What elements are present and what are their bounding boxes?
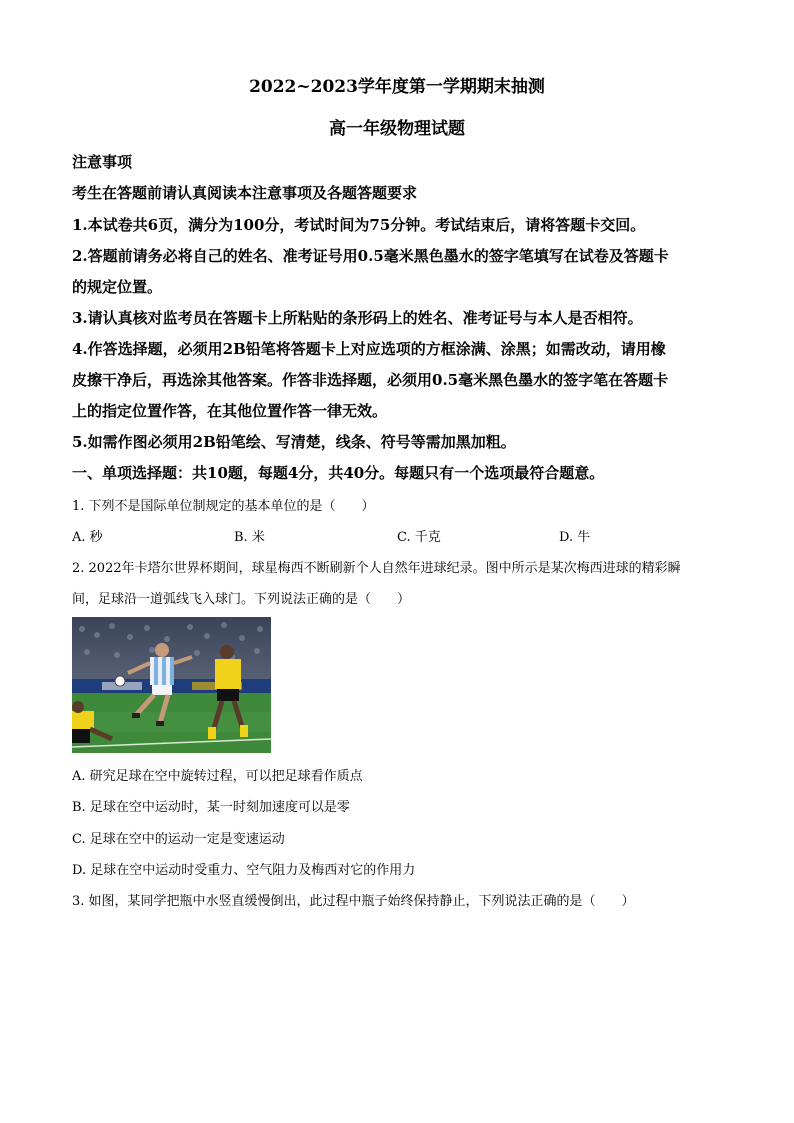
option-a: A. 秒 bbox=[72, 530, 103, 545]
question-2-option-d: D. 足球在空中运动时受重力、空气阻力及梅西对它的作用力 bbox=[72, 863, 416, 878]
exam-title: 2022~2023学年度第一学期期末抽测 bbox=[249, 77, 545, 97]
question-1-stem: 1. 下列不是国际单位制规定的基本单位的是（ ） bbox=[72, 499, 375, 514]
notice-line: 1.本试卷共6页，满分为100分，考试时间为75分钟。考试结束后，请将答题卡交回。 bbox=[72, 216, 646, 234]
question-2-option-a: A. 研究足球在空中旋转过程，可以把足球看作质点 bbox=[72, 769, 363, 784]
notice-line: 上的指定位置作答，在其他位置作答一律无效。 bbox=[72, 402, 388, 420]
notice-line: 2.答题前请务必将自己的姓名、准考证号用0.5毫米黑色墨水的签字笔填写在试卷及答题卡 bbox=[72, 247, 669, 265]
soccer-photo bbox=[72, 617, 271, 753]
question-2-stem-cont: 间，足球沿一道弧线飞入球门。下列说法正确的是（ ） bbox=[72, 592, 411, 607]
question-3-stem: 3. 如图，某同学把瓶中水竖直缓慢倒出，此过程中瓶子始终保持静止，下列说法正确的是（ ） bbox=[72, 894, 635, 909]
notice-line: 4.作答选择题，必须用2B铅笔将答题卡上对应选项的方框涂满、涂黑；如需改动，请用橡 bbox=[72, 340, 666, 358]
notice-heading: 注意事项 bbox=[72, 153, 133, 171]
option-c: C. 千克 bbox=[397, 530, 441, 545]
notice-line: 皮擦干净后，再选涂其他答案。作答非选择题，必须用0.5毫米黑色墨水的签字笔在答题卡 bbox=[72, 371, 669, 389]
question-2-stem: 2. 2022年卡塔尔世界杯期间，球星梅西不断刷新个人自然年进球纪录。图中所示是某次梅西进球的精彩瞬 bbox=[72, 561, 681, 576]
section-heading: 一、单项选择题：共10题，每题4分，共40分。每题只有一个选项最符合题意。 bbox=[72, 464, 605, 482]
exam-subtitle: 高一年级物理试题 bbox=[329, 119, 465, 139]
notice-line: 5.如需作图必须用2B铅笔绘、写清楚，线条、符号等需加黑加粗。 bbox=[72, 433, 516, 451]
notice-intro: 考生在答题前请认真阅读本注意事项及各题答题要求 bbox=[72, 184, 418, 202]
question-1-options bbox=[72, 526, 722, 544]
option-d: D. 牛 bbox=[559, 530, 591, 545]
option-b: B. 米 bbox=[234, 530, 265, 545]
question-2-option-b: B. 足球在空中运动时，某一时刻加速度可以是零 bbox=[72, 800, 350, 815]
notice-line: 的规定位置。 bbox=[72, 278, 163, 296]
notice-line: 3.请认真核对监考员在答题卡上所粘贴的条形码上的姓名、准考证号与本人是否相符。 bbox=[72, 309, 643, 327]
question-2-option-c: C. 足球在空中的运动一定是变速运动 bbox=[72, 832, 285, 847]
